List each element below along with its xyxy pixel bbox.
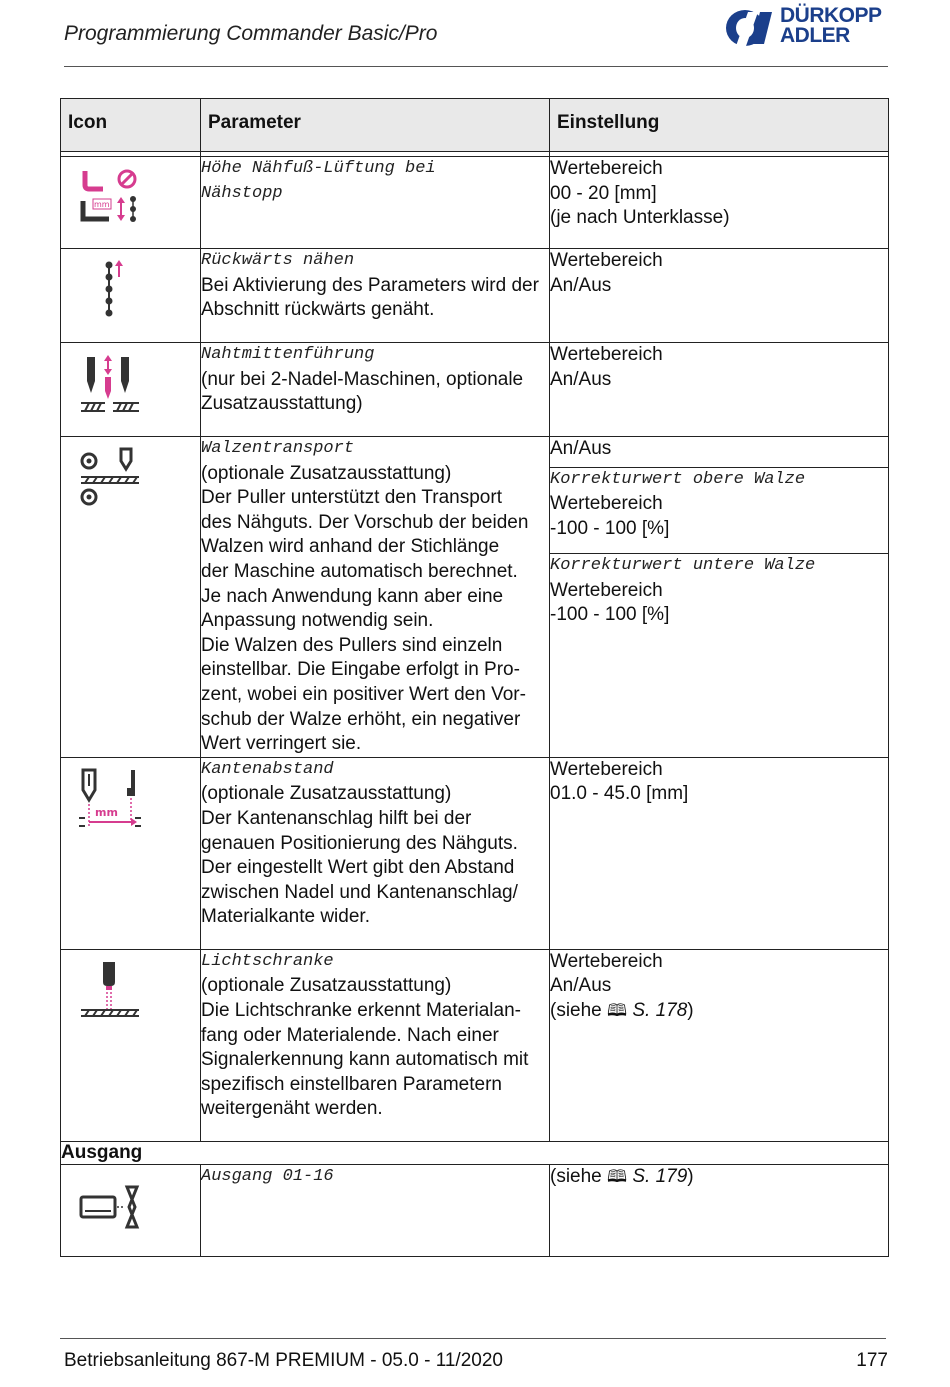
seam-center-guide-icon: [79, 353, 141, 415]
param-name: Kantenabstand: [201, 759, 334, 779]
section-title: Ausgang: [61, 1141, 889, 1164]
table-row: [61, 249, 889, 343]
page-reference[interactable]: (siehe 🕮 S. 178): [550, 999, 694, 1021]
param-desc-line: Anpassung notwendig sein.: [201, 610, 434, 632]
setting-range: -100 - 100 [%]: [550, 517, 670, 539]
parameter-table: [60, 98, 889, 1257]
setting-label: Wertebereich: [550, 579, 663, 601]
param-desc-line: fang oder Materialende. Nach einer: [201, 1024, 499, 1046]
param-desc: (nur bei 2-Nadel-Maschinen, optionale Zusatzausstattung): [201, 368, 524, 415]
table-row: [61, 757, 889, 949]
param-desc-line: Wert verringert sie.: [201, 733, 362, 755]
param-desc-line: Der Kantenanschlag hilft bei der: [201, 807, 472, 829]
param-name: Rückwärts nähen: [201, 251, 355, 270]
setting-label: Wertebereich: [550, 158, 663, 179]
document-title: Programmierung Commander Basic/Pro: [64, 22, 438, 45]
param-desc-line: Der eingestellt Wert gibt den Abstand: [201, 857, 515, 879]
param-desc-line: (optionale Zusatzausstattung): [201, 462, 452, 484]
header-parameter: Parameter: [201, 99, 550, 152]
setting-range: An/Aus: [550, 975, 612, 997]
header-rule: [64, 66, 888, 67]
header-icon: Icon: [61, 99, 201, 152]
page-number: 177: [856, 1350, 888, 1371]
param-desc-line: (optionale Zusatzausstattung): [201, 783, 452, 805]
param-desc-line: schub der Walze erhöht, ein negativer: [201, 708, 521, 730]
param-desc-line: Die Lichtschranke erkennt Materialan-: [201, 999, 521, 1021]
output-icon: [79, 1175, 141, 1237]
setting-range: 01.0 - 45.0 [mm]: [550, 783, 689, 805]
header-setting: Einstellung: [550, 99, 889, 152]
param-name: Ausgang 01-16: [201, 1166, 334, 1186]
param-desc-line: einstellbar. Die Eingabe erfolgt in Pro-: [201, 659, 520, 681]
section-row: [61, 1141, 889, 1164]
logo-text: DÜRKOPP ADLER: [780, 4, 882, 47]
setting-range: An/Aus: [550, 438, 612, 459]
setting-label: Wertebereich: [550, 344, 663, 365]
param-desc-line: zwischen Nadel und Kantenanschlag/: [201, 881, 518, 903]
table-row: [61, 949, 889, 1141]
param-name: Walzentransport: [201, 439, 355, 458]
param-desc-line: genauen Positionierung des Nähguts.: [201, 832, 518, 854]
book-icon: 🕮: [607, 1000, 628, 1020]
setting-label: Wertebereich: [550, 493, 663, 515]
param-desc-line: zent, wobei ein positiver Wert den Vor-: [201, 683, 526, 705]
brand-logo: [724, 6, 894, 50]
param-name: Höhe Nähfuß-Lüftung bei Nähstopp: [201, 159, 436, 203]
setting-name: Korrekturwert obere Walze: [550, 469, 806, 489]
param-desc-line: Signalerkennung kann automatisch mit: [201, 1049, 529, 1071]
param-desc-line: Walzen wird anhand der Stichlänge: [201, 536, 500, 558]
param-desc-line: Die Walzen des Pullers sind einzeln: [201, 634, 503, 656]
table-row: [61, 343, 889, 437]
param-desc-line: der Maschine automatisch berechnet.: [201, 560, 518, 582]
param-desc-line: spezifisch einstellbaren Parametern: [201, 1073, 502, 1095]
setting-range: -100 - 100 [%]: [550, 604, 670, 626]
setting-name: Korrekturwert untere Walze: [550, 556, 816, 576]
reverse-sewing-icon: [79, 259, 139, 321]
param-desc-line: Je nach Anwendung kann aber eine: [201, 585, 504, 607]
svg-text:mm: mm: [95, 805, 118, 819]
roller-transport-icon: [79, 447, 141, 509]
param-desc-line: des Nähguts. Der Vorschub der beiden: [201, 511, 529, 533]
param-desc-line: Materialkante wider.: [201, 906, 370, 928]
setting-label: Wertebereich: [550, 758, 663, 780]
param-desc-line: Der Puller unterstützt den Transport: [201, 487, 502, 509]
setting-label: Wertebereich: [550, 950, 663, 972]
setting-range: An/Aus: [550, 368, 612, 390]
presser-foot-lift-icon: [79, 167, 139, 229]
svg-text:mm: mm: [94, 200, 110, 209]
setting-range: 00 - 20 [mm]: [550, 182, 657, 204]
setting-note: (je nach Unterklasse): [550, 207, 730, 229]
param-name: Nahtmittenführung: [201, 345, 375, 364]
table-row: [61, 157, 889, 249]
light-barrier-icon: [79, 960, 141, 1022]
footer-document-info: Betriebsanleitung 867-M PREMIUM - 05.0 - 11/2020: [64, 1350, 503, 1371]
setting-label: Wertebereich: [550, 250, 663, 271]
page-reference[interactable]: (siehe 🕮 S. 179): [550, 1165, 694, 1187]
param-desc-line: weitergenäht werden.: [201, 1098, 383, 1120]
setting-range: An/Aus: [550, 274, 612, 296]
edge-distance-icon: [79, 768, 141, 830]
table-row: [61, 437, 889, 468]
param-desc-line: (optionale Zusatzausstattung): [201, 975, 452, 997]
table-row: [61, 1164, 889, 1256]
param-name: Lichtschranke: [201, 951, 334, 971]
footer-rule: [60, 1338, 886, 1339]
logo-mark-icon: [724, 8, 776, 48]
param-desc: Bei Aktivierung des Parameters wird der Abschnitt rückwärts genäht.: [201, 274, 539, 321]
book-icon: 🕮: [607, 1166, 628, 1186]
table-header-row: [61, 99, 889, 152]
